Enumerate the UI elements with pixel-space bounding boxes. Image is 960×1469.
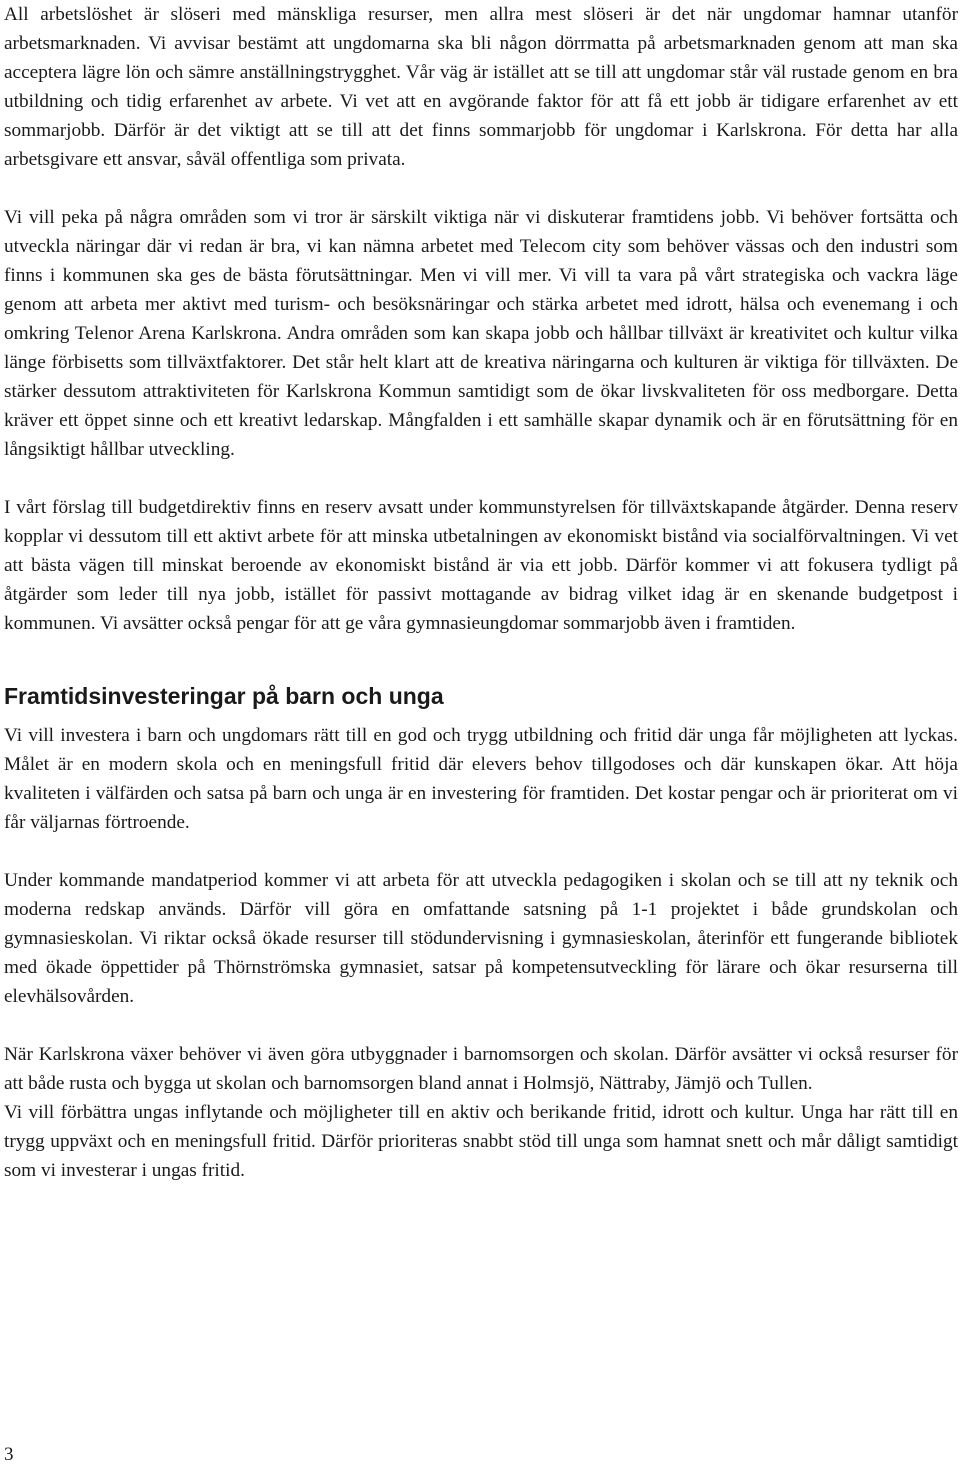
paragraph-youth-unemployment: All arbetslöshet är slöseri med mänskliga resurser, men allra mest slöseri är det när ungdomar hamnar utanför arbetsmarknaden. Vi avvisar bestämt att ungdomarna ska bli någon dörrmatta på arbetsmarknaden genom att man ska acceptera lägre lön och sämre anställningstrygghet. Vår väg är istället att se till att ungdomar står väl rustade genom en bra utbildning och tidig erfarenhet av arbete. Vi vet att en avgörande faktor för att få ett jobb är tidigare erfarenhet av ett sommarjobb. Därför är det viktigt att se till att det finns sommarjobb för ungdomar i Karlskrona. För detta har alla arbetsgivare ett ansvar, såväl offentliga som privata. — [4, 4, 958, 170]
paragraph-budget-directive: I vårt förslag till budgetdirektiv finns en reserv avsatt under kommunstyrelsen för tillväxtskapande åtgärder. Denna reserv kopplar vi dessutom till ett aktivt arbete för att minska utbetalningen av ekonomiskt bistånd via socialförvaltningen. Vi vet att bästa vägen till minskat beroende av ekonomiskt bistånd är via ett jobb. Därför kommer vi att fokusera tydligt på åtgärder som leder till nya jobb, istället för passivt mottagande av bidrag vilket idag är en skenande budgetpost i kommunen. Vi avsätter också pengar för att ge våra gymnasieungdomar sommarjobb även i framtiden. — [4, 497, 958, 634]
section-heading: Framtidsinvesteringar på barn och unga — [4, 683, 444, 709]
paragraph-school-pedagogy: Under kommande mandatperiod kommer vi att arbeta för att utveckla pedagogiken i skolan och se till att ny teknik och moderna redskap används. Därför vill göra en omfattande satsning på 1-1 projektet i både grundskolan och gymnasieskolan. Vi riktar också ökade resurser till stödundervisning i gymnasieskolan, återinför ett fungerande bibliotek med ökade öppettider på Thörnströmska gymnasiet, satsar på kompetensutveckling för lärare och ökar resurserna till elevhälsovården. — [4, 870, 958, 1007]
paragraph-youth-influence: Vi vill förbättra ungas inflytande och möjligheter till en aktiv och berikande fritid, idrott och kultur. Unga har rätt till en trygg uppväxt och en meningsfull fritid. Därför prioriteras snabbt stöd till unga som hamnat snett och mår dåligt samtidigt som vi investerar i ungas fritid. — [4, 1102, 958, 1181]
paragraph-childcare-expansion: När Karlskrona växer behöver vi även göra utbyggnader i barnomsorgen och skolan. Därför avsätter vi också resurser för att både rusta och bygga ut skolan och barnomsorgen bland annat i Holmsjö, Nättraby, Jämjö och Tullen. — [4, 1044, 958, 1094]
paragraph-future-jobs: Vi vill peka på några områden som vi tror är särskilt viktiga när vi diskuterar framtidens jobb. Vi behöver fortsätta och utveckla näringar där vi redan är bra, vi kan nämna arbetet med Telecom city som behöver vässas och den industri som finns i kommunen ska ges de bästa förutsättningar. Men vi vill mer. Vi vill ta vara på vårt strategiska och vackra läge genom att arbeta mer aktivt med turism- och besöksnäringar och stärka arbetet med idrott, hälsa och evenemang i och omkring Telenor Arena Karlskrona. Andra områden som kan skapa jobb och hållbar tillväxt är kreativitet och kultur vilka länge förbisetts som tillväxtfaktorer. Det står helt klart att de kreativa näringarna och kulturen är viktiga för tillväxten. De stärker dessutom attraktiviteten för Karlskrona Kommun samtidigt som de ökar livskvaliteten för oss medborgare. Detta kräver ett öppet sinne och ett kreativt ledarskap. Mångfalden i ett samhälle skapar dynamik och är en förutsättning för en långsiktigt hållbar utveckling. — [4, 207, 958, 460]
paragraph-invest-children: Vi vill investera i barn och ungdomars rätt till en god och trygg utbildning och fritid där unga får möjligheten att lyckas. Målet är en modern skola och en meningsfull fritid där elevers behov tillgodoses och där kunskapen ökar. Att höja kvaliteten i välfärden och satsa på barn och unga är en investering för framtiden. Det kostar pengar och är prioriterat om vi får väljarnas förtroende. — [4, 725, 958, 833]
document-page — [4, 0, 958, 1185]
page-number: 3 — [4, 1444, 14, 1465]
